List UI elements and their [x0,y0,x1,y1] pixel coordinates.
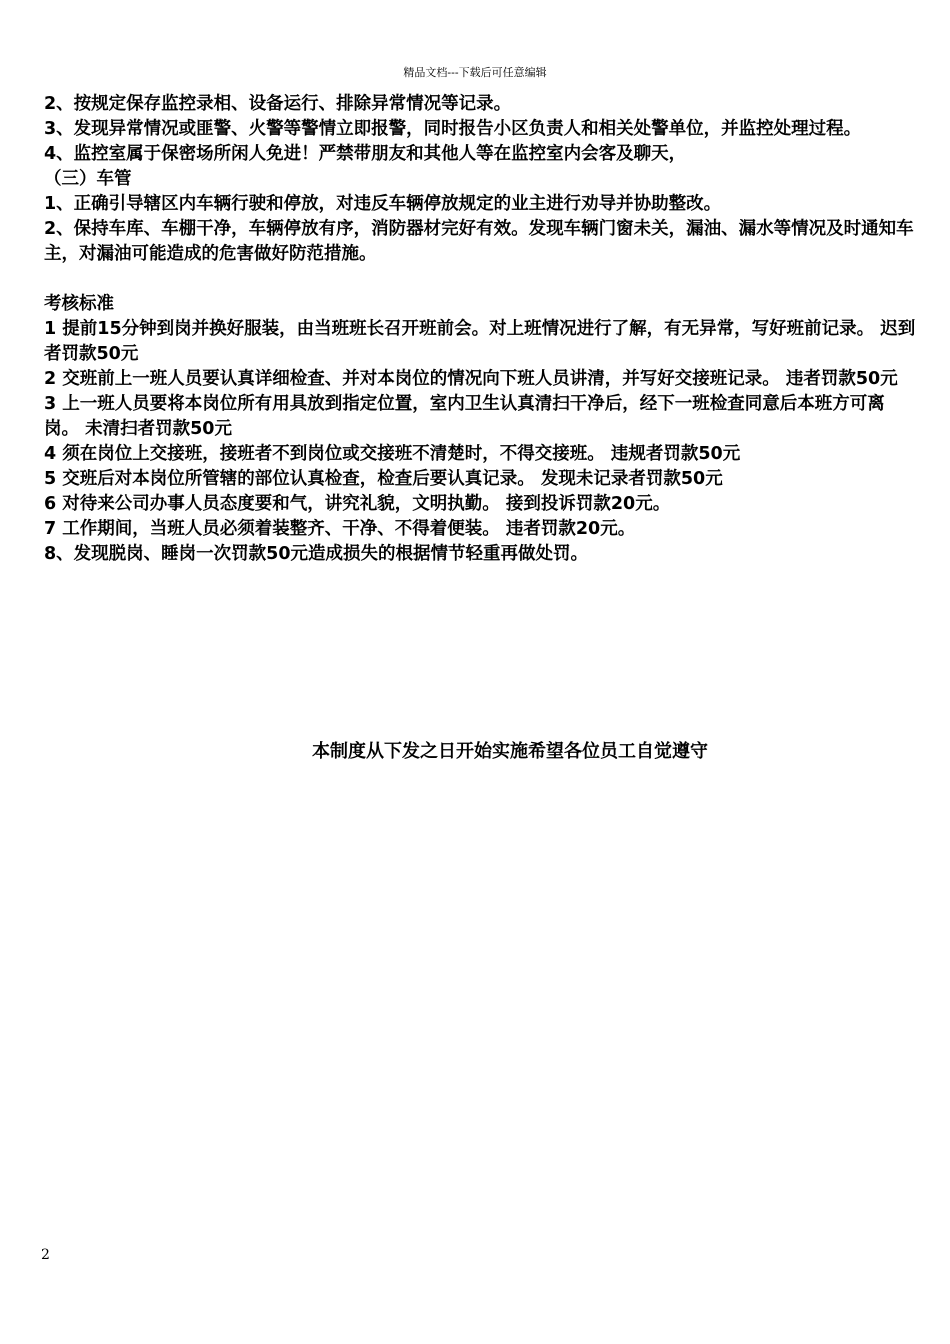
document-body [44,92,919,567]
vehicle-section-title: （三）车管 [44,169,132,189]
monitor-item-2: 2、按规定保存监控录相、设备运行、排除异常情况等记录。 [44,94,512,114]
monitor-item-3: 3、发现异常情况或匪警、火警等警情立即报警，同时报告小区负责人和相关处警单位，并监控处理过程。 [44,119,862,139]
assessment-item-7: 7 工作期间，当班人员必须着装整齐、干净、不得着便装。 违者罚款20元。 [44,519,636,539]
page-header: 精品文档---下载后可任意编辑 [403,66,547,79]
assessment-item-3: 3 上一班人员要将本岗位所有用具放到指定位置，室内卫生认真清扫干净后，经下一班检查同意后本班方可离岗。 未清扫者罚款50元 [44,394,885,439]
assessment-item-5: 5 交班后对本岗位所管辖的部位认真检查，检查后要认真记录。 发现未记录者罚款50元 [44,469,723,489]
monitor-item-4: 4、监控室属于保密场所闲人免进！严禁带朋友和其他人等在监控室内会客及聊天， [44,144,687,164]
closing-statement: 本制度从下发之日开始实施希望各位员工自觉遵守 [312,741,708,762]
assessment-item-6: 6 对待来公司办事人员态度要和气，讲究礼貌，文明执勤。 接到投诉罚款20元。 [44,494,671,514]
vehicle-item-1: 1、正确引导辖区内车辆行驶和停放，对违反车辆停放规定的业主进行劝导并协助整改。 [44,194,722,214]
vehicle-item-2: 2、保持车库、车棚干净，车辆停放有序，消防器材完好有效。发现车辆门窗未关，漏油、漏水等情况及时通知车主，对漏油可能造成的危害做好防范措施。 [44,219,914,264]
assessment-title: 考核标准 [44,294,114,314]
assessment-item-1: 1 提前15分钟到岗并换好服装，由当班班长召开班前会。对上班情况进行了解，有无异常，写好班前记录。 迟到者罚款50元 [44,319,916,364]
paragraph-spacer [44,267,919,292]
assessment-item-2: 2 交班前上一班人员要认真详细检查、并对本岗位的情况向下班人员讲清，并写好交接班记录。 违者罚款50元 [44,369,898,389]
page-number: 2 [41,1247,50,1263]
assessment-item-8: 8、发现脱岗、睡岗一次罚款50元造成损失的根据情节轻重再做处罚。 [44,544,589,564]
assessment-item-4: 4 须在岗位上交接班，接班者不到岗位或交接班不清楚时，不得交接班。 违规者罚款50元 [44,444,741,464]
